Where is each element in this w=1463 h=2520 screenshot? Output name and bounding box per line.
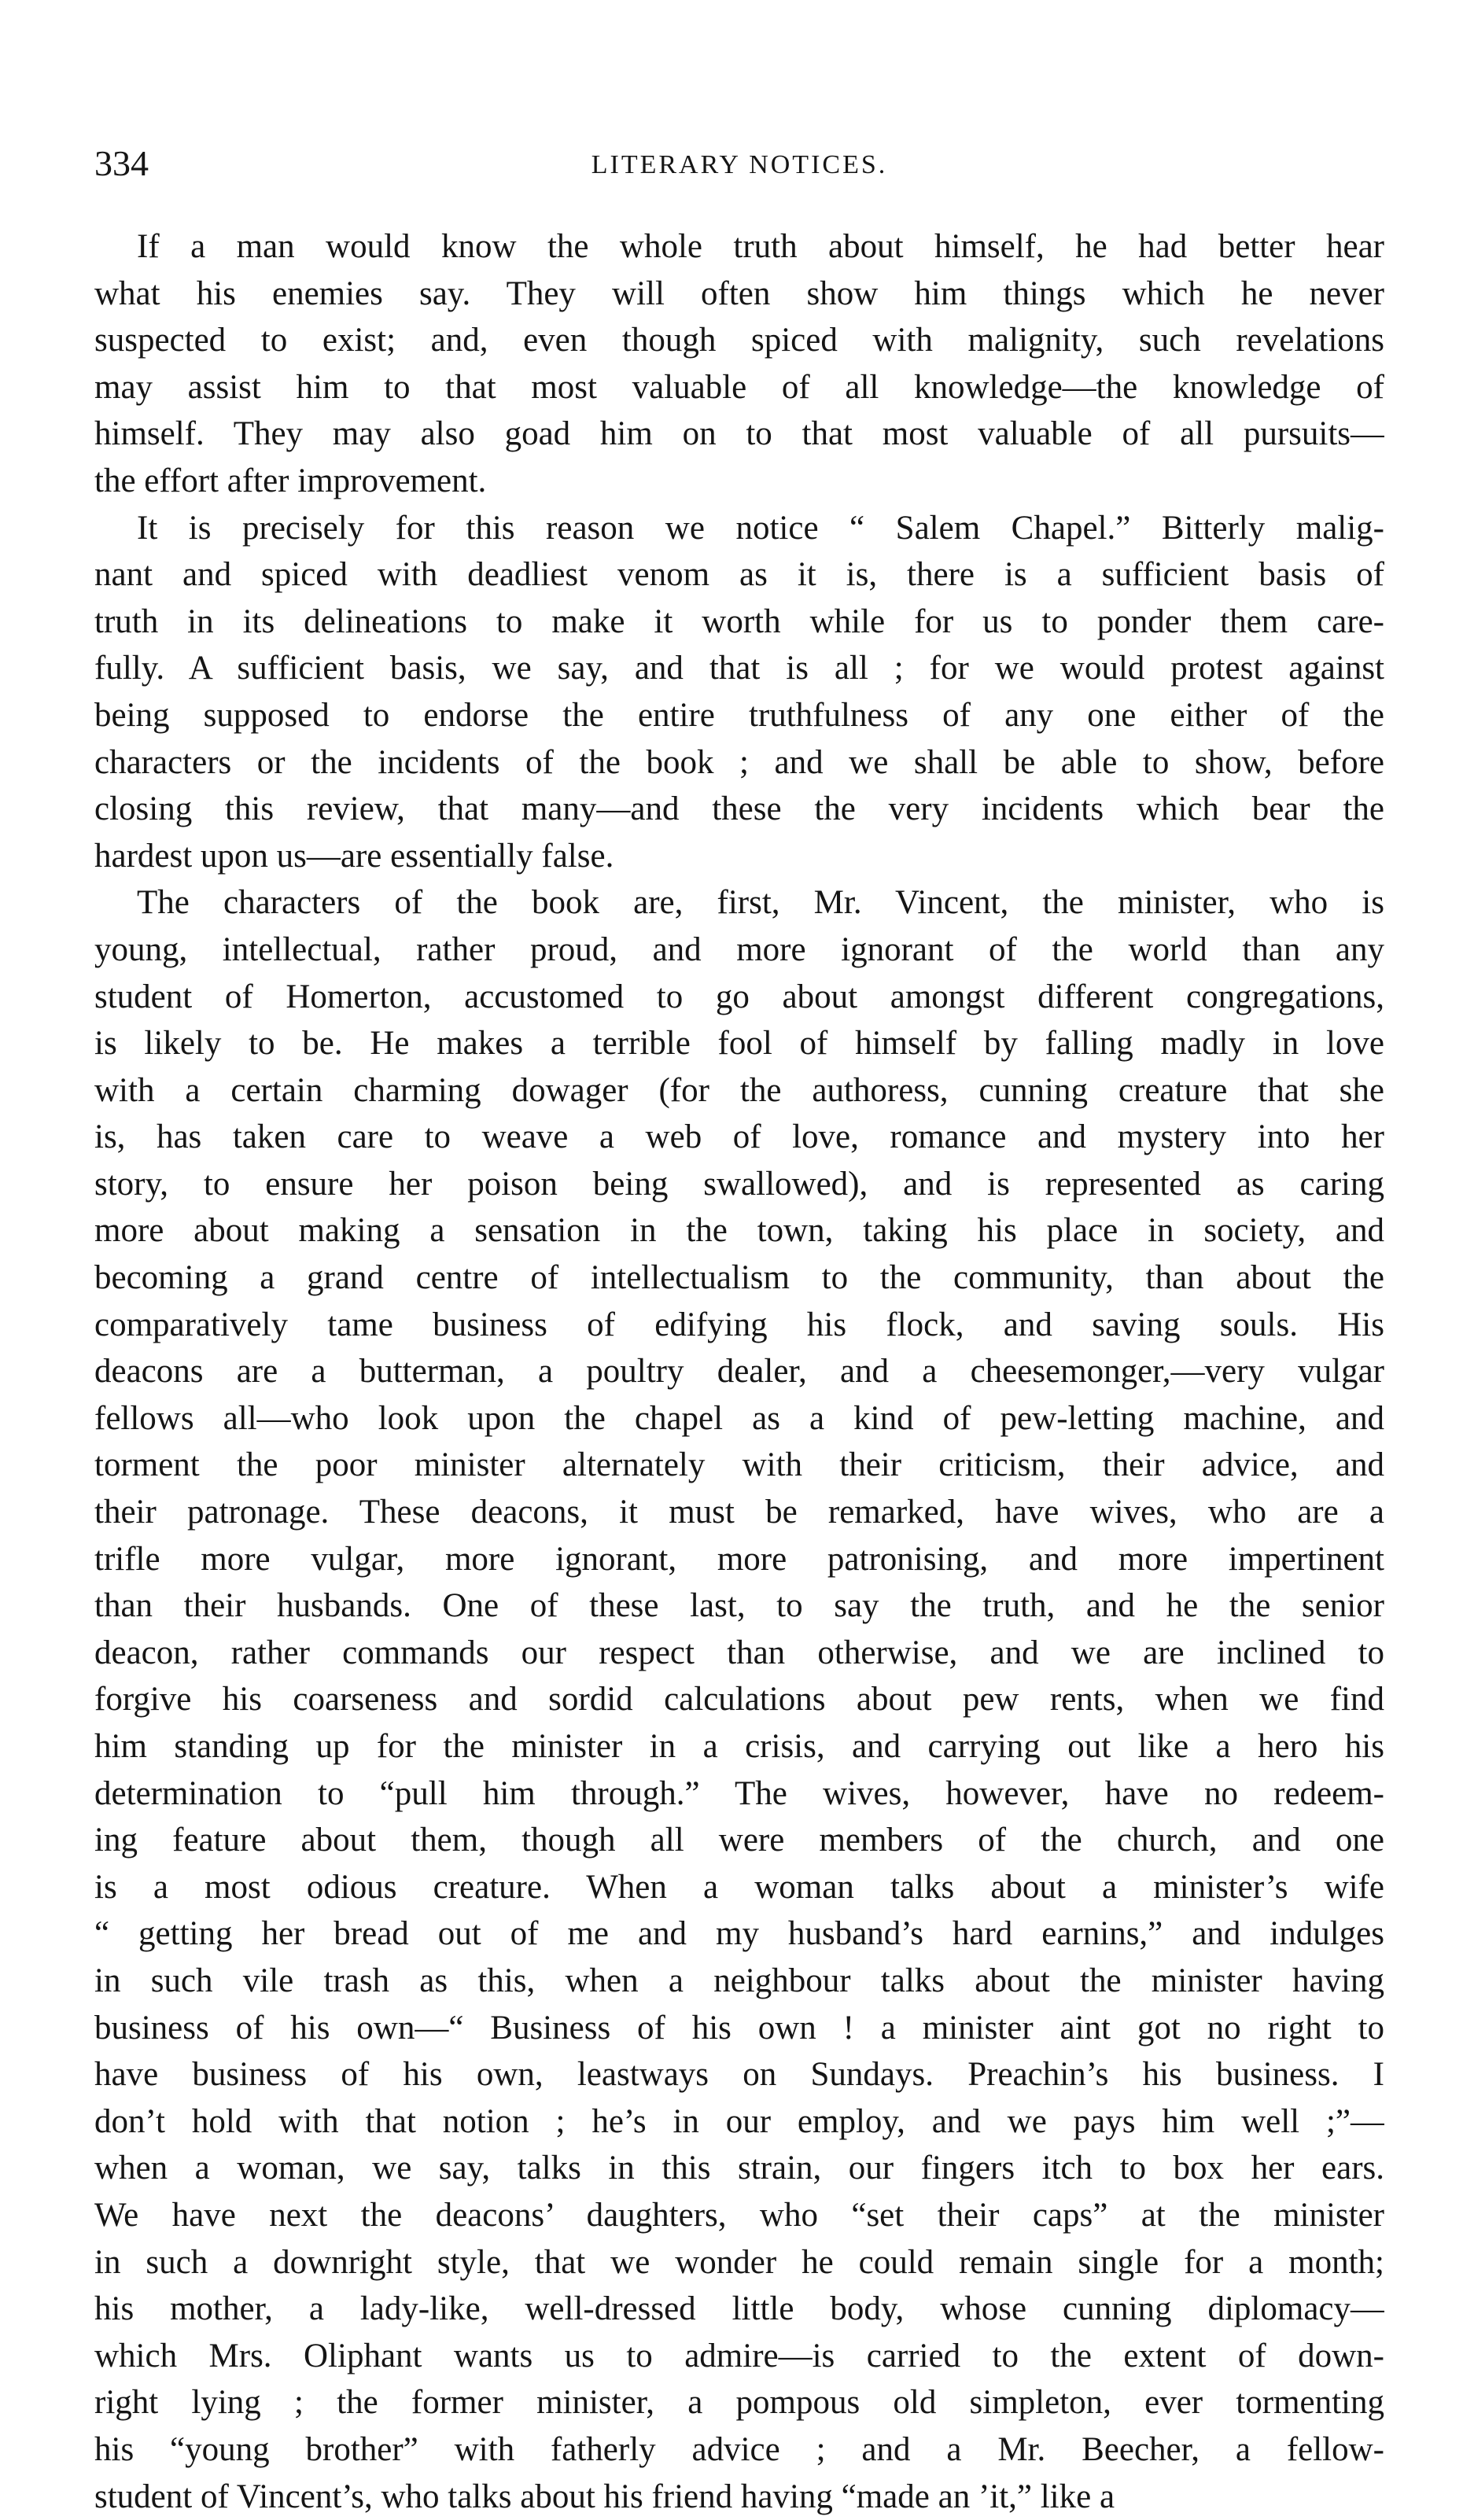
- text-line: We have next the deacons’ daughters, who “set their caps” at the minister: [94, 2192, 1384, 2239]
- body-text: [94, 223, 1384, 2520]
- text-line: characters or the incidents of the book ; and we shall be able to show, before: [94, 739, 1384, 787]
- text-line: suspected to exist; and, even though spiced with malignity, such revelations: [94, 317, 1384, 364]
- text-line: closing this review, that many—and these the very incidents which bear the: [94, 786, 1384, 833]
- text-line: nant and spiced with deadliest venom as it is, there is a sufficient basis of: [94, 551, 1384, 599]
- text-line: deacon, rather commands our respect than otherwise, and we are inclined to: [94, 1630, 1384, 1677]
- text-line: is likely to be. He makes a terrible fool of himself by falling madly in love: [94, 1020, 1384, 1067]
- text-line: their patronage. These deacons, it must be remarked, have wives, who are a: [94, 1489, 1384, 1536]
- text-line: fully. A sufficient basis, we say, and that is all ; for we would protest against: [94, 645, 1384, 692]
- text-line: when a woman, we say, talks in this strain, our fingers itch to box her ears.: [94, 2145, 1384, 2192]
- text-line: which Mrs. Oliphant wants us to admire—is carried to the extent of down-: [94, 2333, 1384, 2380]
- text-line: the effort after improvement.: [94, 458, 1384, 505]
- text-line: his mother, a lady-like, well-dressed little body, whose cunning diplomacy—: [94, 2286, 1384, 2333]
- text-line: don’t hold with that notion ; he’s in our employ, and we pays him well ;”—: [94, 2098, 1384, 2146]
- paragraph: [94, 223, 1384, 505]
- running-head: [94, 142, 1384, 197]
- text-line: If a man would know the whole truth about himself, he had better hear: [94, 223, 1384, 271]
- running-title: LITERARY NOTICES.: [94, 146, 1384, 184]
- text-line: comparatively tame business of edifying his flock, and saving souls. His: [94, 1302, 1384, 1349]
- page-number: 334: [94, 142, 149, 186]
- text-line: determination to “pull him through.” The wives, however, have no redeem-: [94, 1770, 1384, 1818]
- text-line: is a most odious creature. When a woman talks about a minister’s wife: [94, 1864, 1384, 1911]
- text-line: fellows all—who look upon the chapel as a kind of pew-letting machine, and: [94, 1395, 1384, 1442]
- paragraph: [94, 505, 1384, 880]
- text-line: than their husbands. One of these last, to say the truth, and he the senior: [94, 1582, 1384, 1630]
- text-line: being supposed to endorse the entire truthfulness of any one either of the: [94, 692, 1384, 739]
- text-line: his “young brother” with fatherly advice ; and a Mr. Beecher, a fellow-: [94, 2426, 1384, 2474]
- text-line: The characters of the book are, first, Mr. Vincent, the minister, who is: [94, 879, 1384, 927]
- text-line: ing feature about them, though all were members of the church, and one: [94, 1817, 1384, 1864]
- text-line: becoming a grand centre of intellectualism to the community, than about the: [94, 1254, 1384, 1302]
- text-line: may assist him to that most valuable of all knowledge—the knowledge of: [94, 364, 1384, 411]
- text-line: hardest upon us—are essentially false.: [94, 833, 1384, 880]
- text-line: in such a downright style, that we wonder he could remain single for a month;: [94, 2239, 1384, 2286]
- text-line: what his enemies say. They will often show him things which he never: [94, 271, 1384, 318]
- text-line: truth in its delineations to make it worth while for us to ponder them care-: [94, 599, 1384, 646]
- text-line: young, intellectual, rather proud, and more ignorant of the world than any: [94, 927, 1384, 974]
- text-line: deacons are a butterman, a poultry dealer, and a cheesemonger,—very vulgar: [94, 1348, 1384, 1395]
- text-line: business of his own—“ Business of his own ! a minister aint got no right to: [94, 2005, 1384, 2052]
- page: [94, 142, 1384, 2520]
- text-line: student of Homerton, accustomed to go about amongst different congregations,: [94, 974, 1384, 1021]
- text-line: right lying ; the former minister, a pompous old simpleton, ever tormenting: [94, 2379, 1384, 2426]
- text-line: student of Vincent’s, who talks about his friend having “made an ’it,” like a: [94, 2474, 1384, 2520]
- text-line: forgive his coarseness and sordid calculations about pew rents, when we find: [94, 1676, 1384, 1723]
- text-line: have business of his own, leastways on Sundays. Preachin’s his business. I: [94, 2051, 1384, 2098]
- text-line: is, has taken care to weave a web of love, romance and mystery into her: [94, 1114, 1384, 1161]
- text-line: with a certain charming dowager (for the authoress, cunning creature that she: [94, 1067, 1384, 1114]
- text-line: It is precisely for this reason we notice “ Salem Chapel.” Bitterly malig-: [94, 505, 1384, 552]
- text-line: trifle more vulgar, more ignorant, more patronising, and more impertinent: [94, 1536, 1384, 1583]
- text-line: himself. They may also goad him on to that most valuable of all pursuits—: [94, 411, 1384, 458]
- text-line: “ getting her bread out of me and my husband’s hard earnins,” and indulges: [94, 1910, 1384, 1958]
- text-line: story, to ensure her poison being swallowed), and is represented as caring: [94, 1161, 1384, 1208]
- text-line: in such vile trash as this, when a neighbour talks about the minister having: [94, 1958, 1384, 2005]
- text-line: more about making a sensation in the town, taking his place in society, and: [94, 1207, 1384, 1254]
- text-line: torment the poor minister alternately with their criticism, their advice, and: [94, 1442, 1384, 1489]
- text-line: him standing up for the minister in a crisis, and carrying out like a hero his: [94, 1723, 1384, 1770]
- paragraph: [94, 879, 1384, 2520]
